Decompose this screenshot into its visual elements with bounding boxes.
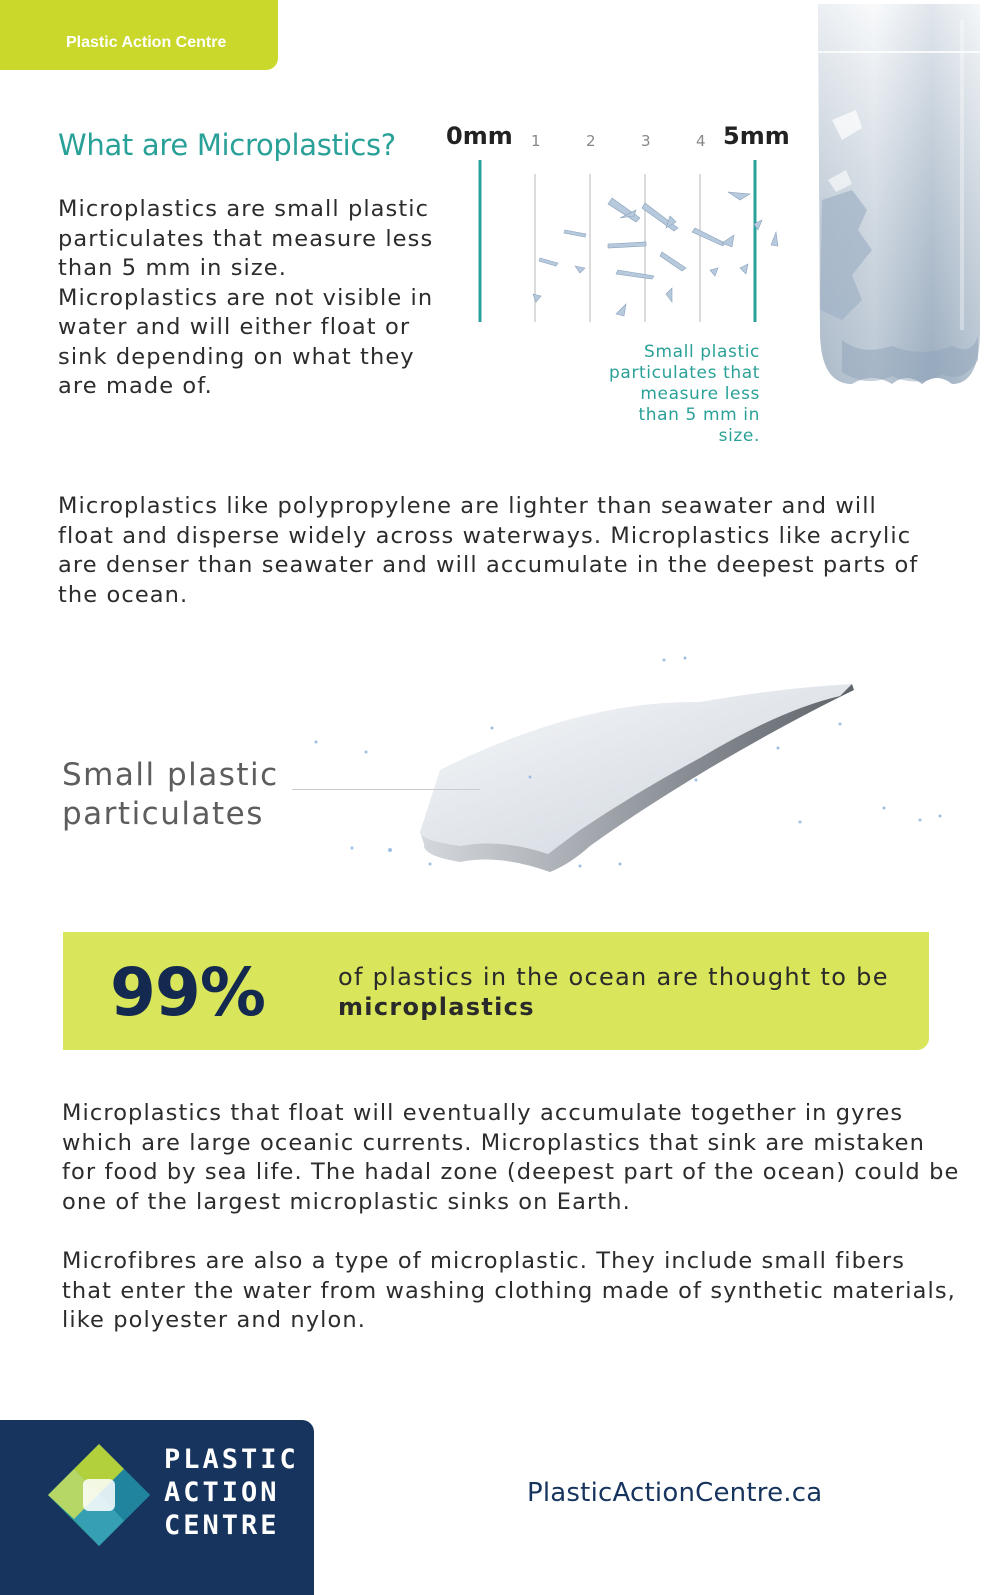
scale-tick-label: 2 (586, 132, 596, 150)
intro-paragraph: Microplastics are small plastic particulates that measure less than 5 mm in size. Microplastics are not visible in water and will either float or sink depending on what they are made of. (58, 196, 434, 399)
callout-leader-line (292, 789, 480, 790)
bottle-illustration (812, 0, 987, 420)
stat-description-prefix: of plastics in the ocean are thought to be (338, 963, 889, 991)
header-tab (0, 0, 278, 70)
stat-description-bold: microplastics (338, 993, 535, 1021)
scale-tick-label: 3 (641, 132, 651, 150)
plastic-action-centre-logo-icon (44, 1440, 154, 1550)
logo-line: ACTION (164, 1477, 280, 1508)
scale-caption: Small plastic particulates that measure less than 5 mm in size. (609, 342, 760, 446)
logo-wordmark (164, 1443, 299, 1542)
microfibres-paragraph: Microfibres are also a type of microplastic. They include small fibers that enter the water from washing clothing made of synthetic materials, like polyester and nylon. (62, 1248, 956, 1333)
scale-tick-label: 1 (531, 132, 541, 150)
plastic-shard-illustration (280, 640, 960, 900)
stat-value: 99% (110, 954, 265, 1031)
shard-callout-text: Small plastic particulates (62, 757, 279, 832)
scale-start-label: 0mm (446, 122, 513, 150)
header-tab-label: Plastic Action Centre (66, 34, 227, 51)
scale-tick-label: 4 (696, 132, 706, 150)
logo-line: CENTRE (164, 1510, 280, 1541)
logo-line: PLASTIC (164, 1444, 299, 1475)
stat-description (338, 962, 898, 1022)
density-paragraph: Microplastics like polypropylene are lighter than seawater and will float and disperse widely across waterways. Microplastics like acrylic are denser than seawater and will accumulate in the deepest parts of the ocean. (58, 493, 919, 608)
gyres-paragraph: Microplastics that float will eventually accumulate together in gyres which are large oceanic currents. Microplastics that sink are mistaken for food by sea life. The hadal zone (deepest part of the ocean) could be one of the largest microplastic sinks on Earth. (62, 1100, 960, 1215)
scale-end-label: 5mm (723, 122, 790, 150)
page-title: What are Microplastics? (58, 128, 396, 162)
website-link[interactable]: PlasticActionCentre.ca (527, 1478, 823, 1508)
shard-callout-label (62, 756, 292, 834)
plastic-fragments (533, 192, 778, 316)
